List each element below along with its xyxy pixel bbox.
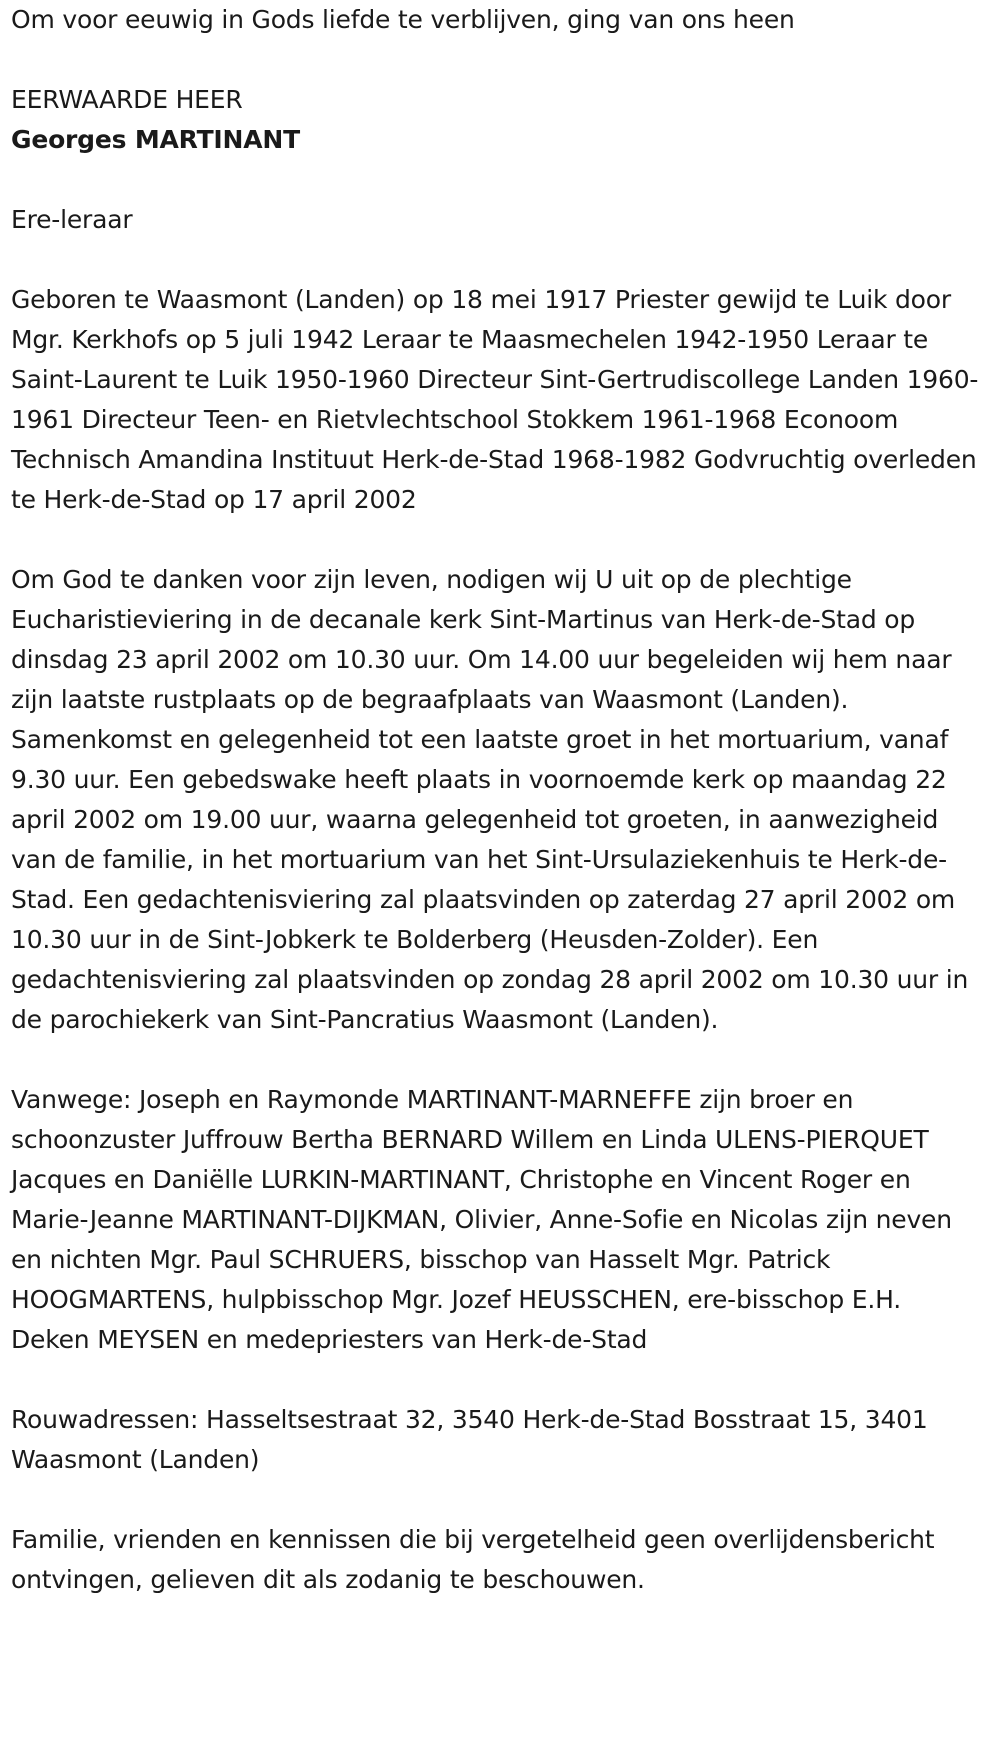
- obituary-notice: [11, 0, 986, 1600]
- closing-paragraph: Familie, vrienden en kennissen die bij vergetelheid geen overlijdensbericht ontvingen, gelieven dit als zodanig te beschouwen.: [11, 1525, 935, 1594]
- spacer: [11, 240, 986, 280]
- ceremony-paragraph: Om God te danken voor zijn leven, nodigen wij U uit op de plechtige Eucharistieviering in de decanale kerk Sint-Martinus van Herk-de-Stad op dinsdag 23 april 2002 om 10.30 uur. Om 14.00 uur begeleiden wij hem naar zijn laatste rustplaats op de begraafplaats van Waasmont (Landen). Samenkomst en gelegenheid tot een laatste groet in het mortuarium, vanaf 9.30 uur. Een gebedswake heeft plaats in voornoemde kerk op maandag 22 april 2002 om 19.00 uur, waarna gelegenheid tot groeten, in aanwezigheid van de familie, in het mortuarium van het Sint-Ursulaziekenhuis te Herk-de-Stad. Een gedachtenisviering zal plaatsvinden op zaterdag 27 april 2002 om 10.30 uur in de Sint-Jobkerk te Bolderberg (Heusden-Zolder). Een gedachtenisviering zal plaatsvinden op zondag 28 april 2002 om 10.30 uur in de parochiekerk van Sint-Pancratius Waasmont (Landen).: [11, 565, 969, 1034]
- spacer: [11, 1040, 986, 1080]
- intro-line: Om voor eeuwig in Gods liefde te verblijven, ging van ons heen: [11, 5, 795, 34]
- spacer: [11, 1480, 986, 1520]
- deceased-name: Georges MARTINANT: [11, 125, 300, 154]
- honorific: EERWAARDE HEER: [11, 85, 243, 114]
- spacer: [11, 40, 986, 80]
- addresses-paragraph: Rouwadressen: Hasseltsestraat 32, 3540 Herk-de-Stad Bosstraat 15, 3401 Waasmont (Landen): [11, 1405, 928, 1474]
- family-paragraph: Vanwege: Joseph en Raymonde MARTINANT-MARNEFFE zijn broer en schoonzuster Juffrouw Bertha BERNARD Willem en Linda ULENS-PIERQUET Jacques en Daniëlle LURKIN-MARTINANT, Christophe en Vincent Roger en Marie-Jeanne MARTINANT-DIJKMAN, Olivier, Anne-Sofie en Nicolas zijn neven en nichten Mgr. Paul SCHRUERS, bisschop van Hasselt Mgr. Patrick HOOGMARTENS, hulpbisschop Mgr. Jozef HEUSSCHEN, ere-bisschop E.H. Deken MEYSEN en medepriesters van Herk-de-Stad: [11, 1085, 952, 1354]
- deceased-title: Ere-leraar: [11, 205, 133, 234]
- spacer: [11, 520, 986, 560]
- spacer: [11, 1360, 986, 1400]
- spacer: [11, 160, 986, 200]
- biography-paragraph: Geboren te Waasmont (Landen) op 18 mei 1917 Priester gewijd te Luik door Mgr. Kerkhofs op 5 juli 1942 Leraar te Maasmechelen 1942-1950 Leraar te Saint-Laurent te Luik 1950-1960 Directeur Sint-Gertrudiscollege Landen 1960-1961 Directeur Teen- en Rietvlechtschool Stokkem 1961-1968 Econoom Technisch Amandina Instituut Herk-de-Stad 1968-1982 Godvruchtig overleden te Herk-de-Stad op 17 april 2002: [11, 285, 979, 514]
